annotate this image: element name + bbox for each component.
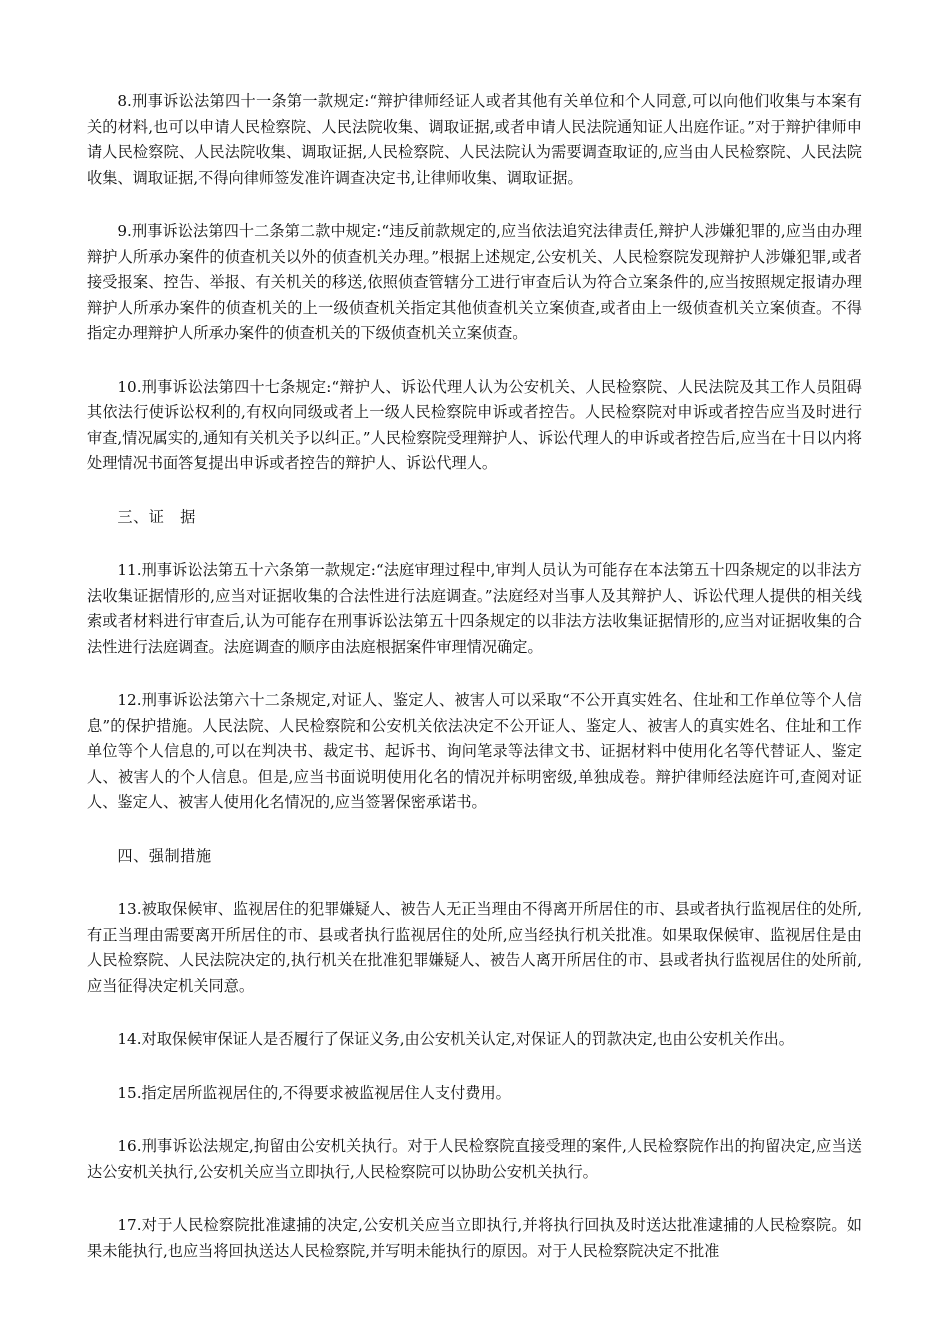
paragraph-9: 9.刑事诉讼法第四十二条第二款中规定:“违反前款规定的,应当依法追究法律责任,辩护人涉嫌犯罪的,应当由办理辩护人所承办案件的侦查机关以外的侦查机关办理。”根据上述规定,公安机关、人民检察院发现辩护人涉嫌犯罪,或者接受报案、控告、举报、有关机关的移送,依照侦查管辖分工进行审查后认为符合立案条件的,应当按照规定报请办理辩护人所承办案件的侦查机关的上一级侦查机关指定其他侦查机关立案侦查,或者由上一级侦查机关立案侦查。不得指定办理辩护人所承办案件的侦查机关的下级侦查机关立案侦查。 [87, 222, 862, 342]
paragraph-17: 17.对于人民检察院批准逮捕的决定,公安机关应当立即执行,并将执行回执及时送达批准逮捕的人民检察院。如果未能执行,也应当将回执送达人民检察院,并写明未能执行的原因。对于人民检察院决定不批准 [87, 1216, 862, 1260]
paragraph-14: 14.对取保候审保证人是否履行了保证义务,由公安机关认定,对保证人的罚款决定,也由公安机关作出。 [117, 1030, 794, 1048]
paragraph-16: 16.刑事诉讼法规定,拘留由公安机关执行。对于人民检察院直接受理的案件,人民检察院作出的拘留决定,应当送达公安机关执行,公安机关应当立即执行,人民检察院可以协助公安机关执行。 [87, 1137, 862, 1181]
section-heading-compulsory-measures: 四、强制措施 [117, 846, 212, 865]
paragraph-12: 12.刑事诉讼法第六十二条规定,对证人、鉴定人、被害人可以采取“不公开真实姓名、住址和工作单位等个人信息”的保护措施。人民法院、人民检察院和公安机关依法决定不公开证人、鉴定人、被害人的真实姓名、住址和工作单位等个人信息的,可以在判决书、裁定书、起诉书、询问笔录等法律文书、证据材料中使用化名等代替证人、鉴定人、被害人的个人信息。但是,应当书面说明使用化名的情况并标明密级,单独成卷。辩护律师经法庭许可,查阅对证人、鉴定人、被害人使用化名情况的,应当签署保密承诺书。 [87, 691, 862, 811]
paragraph-11: 11.刑事诉讼法第五十六条第一款规定:“法庭审理过程中,审判人员认为可能存在本法第五十四条规定的以非法方法收集证据情形的,应当对证据收集的合法性进行法庭调查。”法庭经对当事人及其辩护人、诉讼代理人提供的相关线索或者材料进行审查后,认为可能存在刑事诉讼法第五十四条规定的以非法方法收集证据情形的,应当对证据收集的合法性进行法庭调查。法庭调查的顺序由法庭根据案件审理情况确定。 [87, 561, 862, 656]
document-body [87, 89, 862, 1264]
paragraph-13: 13.被取保候审、监视居住的犯罪嫌疑人、被告人无正当理由不得离开所居住的市、县或者执行监视居住的处所,有正当理由需要离开所居住的市、县或者执行监视居住的处所,应当经执行机关批准。如果取保候审、监视居住是由人民检察院、人民法院决定的,执行机关在批准犯罪嫌疑人、被告人离开所居住的市、县或者执行监视居住的处所前,应当征得决定机关同意。 [87, 900, 862, 995]
paragraph-15: 15.指定居所监视居住的,不得要求被监视居住人支付费用。 [117, 1083, 511, 1102]
section-heading-evidence: 三、证 据 [117, 507, 196, 526]
paragraph-8: 8.刑事诉讼法第四十一条第一款规定:“辩护律师经证人或者其他有关单位和个人同意,可以向他们收集与本案有关的材料,也可以申请人民检察院、人民法院收集、调取证据,或者申请人民法院通知证人出庭作证。”对于辩护律师申请人民检察院、人民法院收集、调取证据,人民检察院、人民法院认为需要调查取证的,应当由人民检察院、人民法院收集、调取证据,不得向律师签发准许调查决定书,让律师收集、调取证据。 [87, 92, 862, 187]
paragraph-10: 10.刑事诉讼法第四十七条规定:“辩护人、诉讼代理人认为公安机关、人民检察院、人民法院及其工作人员阻碍其依法行使诉讼权利的,有权向同级或者上一级人民检察院申诉或者控告。人民检察院对申诉或者控告应当及时进行审查,情况属实的,通知有关机关予以纠正。”人民检察院受理辩护人、诉讼代理人的申诉或者控告后,应当在十日以内将处理情况书面答复提出申诉或者控告的辩护人、诉讼代理人。 [87, 377, 862, 472]
